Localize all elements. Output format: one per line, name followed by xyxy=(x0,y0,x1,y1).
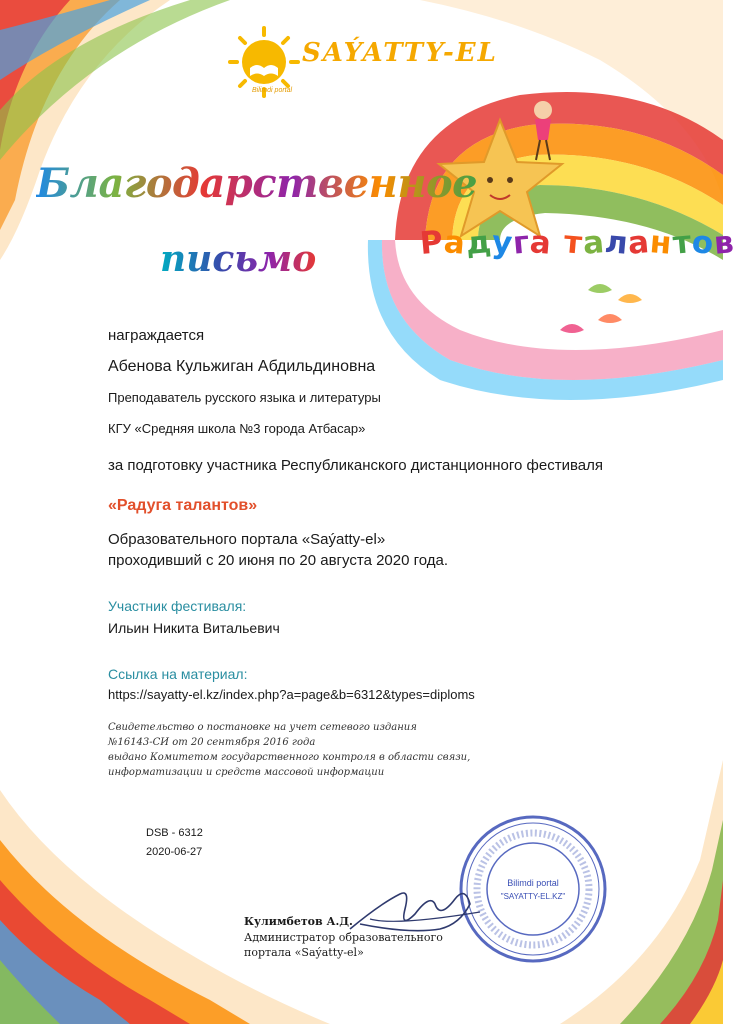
festival-logo-letter: в xyxy=(712,224,736,262)
signatory-role xyxy=(244,930,443,960)
festival-logo-letter: т xyxy=(671,224,694,262)
certificate-line: информатизации и средств массовой информации xyxy=(108,767,385,778)
stamp-text: Bilimdi portal xyxy=(507,878,559,888)
festival-logo-letter: а xyxy=(442,224,468,262)
material-link-label: Ссылка на материал: xyxy=(108,666,248,682)
brand-name: SAÝATTY-EL xyxy=(302,38,498,68)
recipient-position: Преподаватель русского языка и литературы xyxy=(108,390,381,405)
festival-logo-text xyxy=(420,225,735,261)
material-link[interactable]: https://sayatty-el.kz/index.php?a=page&b=6312&types=diploms xyxy=(108,687,475,702)
festival-logo-letter: т xyxy=(562,224,585,262)
portal-name: Образовательного портала «Saýatty-el» xyxy=(108,531,386,548)
signatory-role-line: Администратор образовательного xyxy=(244,931,443,944)
recipient-school: КГУ «Средняя школа №3 города Атбасар» xyxy=(108,421,366,436)
festival-logo-letter: д xyxy=(464,223,494,263)
festival-logo-letter: у xyxy=(490,224,515,262)
participant-name: Ильин Никита Витальевич xyxy=(108,620,280,636)
festival-logo-letter: а xyxy=(528,224,554,262)
festival-logo-letter: а xyxy=(626,224,652,262)
festival-logo-letter: л xyxy=(603,224,630,262)
document-date: 2020-06-27 xyxy=(146,846,203,858)
award-reason: за подготовку участника Республиканского дистанционного фестиваля xyxy=(108,457,603,474)
stamp-text: "SAYATTY-EL.KZ" xyxy=(500,892,566,901)
document-title: Благодарственное xyxy=(36,160,478,207)
signatory-name: Кулимбетов А.Д. xyxy=(244,915,353,928)
festival-period: проходивший с 20 июня по 20 августа 2020 года. xyxy=(108,552,449,569)
festival-logo-letter: о xyxy=(690,224,716,262)
festival-title: «Радуга талантов» xyxy=(108,497,258,514)
festival-logo-letter: г xyxy=(511,224,532,262)
festival-logo-letter: н xyxy=(648,224,675,262)
festival-logo-letter: а xyxy=(581,224,607,262)
brand-subtitle: Bilimdi portal xyxy=(252,87,293,94)
festival-logo-letter: Р xyxy=(418,224,446,262)
awarded-label: награждается xyxy=(108,327,205,344)
document-code: DSB - 6312 xyxy=(146,827,203,839)
certificate-line: выдано Комитетом государственного контроля в области связи, xyxy=(108,752,471,763)
document-subtitle: письмо xyxy=(160,238,317,280)
certificate-line: Свидетельство о постановке на учет сетевого издания xyxy=(108,722,417,733)
certificate-line: №16143-СИ от 20 сентября 2016 года xyxy=(108,737,316,748)
signatory-role-line: портала «Saýatty-el» xyxy=(244,946,364,959)
recipient-name: Абенова Кульжиган Абдильдиновна xyxy=(108,358,376,375)
participant-label: Участник фестиваля: xyxy=(108,598,247,614)
registration-certificate xyxy=(108,720,470,780)
